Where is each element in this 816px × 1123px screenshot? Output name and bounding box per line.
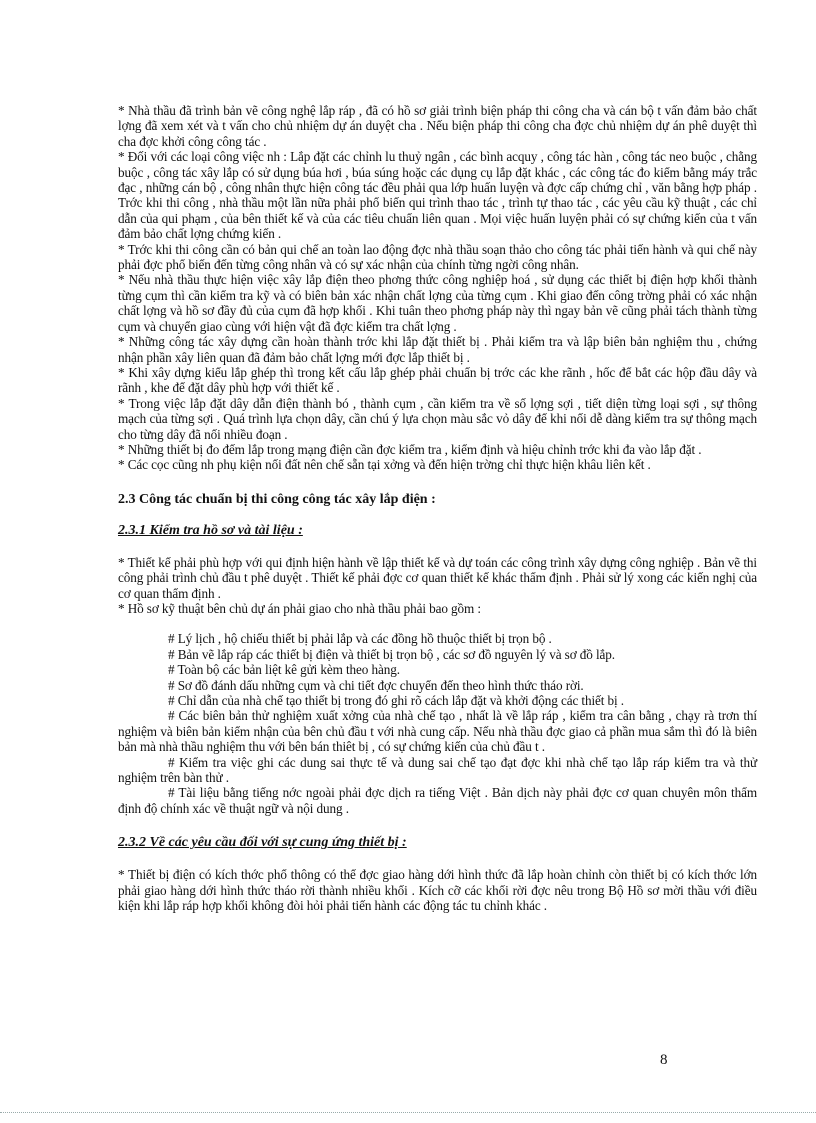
list-item-long: # Kiểm tra việc ghi các dung sai thực tế và dung sai chế tạo đạt đợc khi nhà chế tạo lắp ráp kiểm tra và thử nghiệm trên bàn thử . — [118, 754, 757, 786]
intro-paragraph-4: * Nếu nhà thầu thực hiện việc xây lắp điện theo phơng thức công nghiệp hoá , sử dụng các thiết bị điện hợp khối thành từng cụm thì cần kiểm tra kỹ và có biên bản xác nhận chất lợng của từng cụm . Khi giao đến công trờng phải có xác nhận chất lợng và hồ sơ đầy đủ của cụm đã hợp khối . Khi tuân theo phơng pháp này thì ngay bản vẽ cũng phải tách thành từng cụm và chuyển giao cùng với hiện vật đã đợc kiểm tra chất lợng . — [118, 272, 757, 334]
list-item: # Toàn bộ các bản liệt kê gửi kèm theo hàng. — [168, 662, 400, 678]
list-item: # Bản vẽ lắp ráp các thiết bị điện và thiết bị trọn bộ , các sơ đồ nguyên lý và sơ đồ lắp. — [168, 646, 615, 662]
list-item-long: # Các biên bản thử nghiệm xuất xởng của nhà chế tạo , nhất là về lắp ráp , kiểm tra cân bằng , chạy rà trơn thí nghiệm và biên bản kiểm nhận của bên chủ đầu t với nhà cung cấp. Nếu nhà thầu đợc giao cả phần mua sắm thì đó là biên bản mà nhà thầu nghiệm thu với bên bán thiêt bị , có sự chứng kiến của chủ đầu t . — [118, 708, 757, 755]
intro-paragraph-6: * Khi xây dựng kiểu lắp ghép thì trong kết cấu lắp ghép phải chuẩn bị trớc các khe rãnh , hốc để bắt các hộp đầu dây và rãnh , khe để đặt dây phù hợp với thiết kế . — [118, 364, 757, 396]
intro-paragraph-1: * Nhà thầu đã trình bản vẽ công nghệ lắp ráp , đã có hồ sơ giải trình biện pháp thi công cha và cán bộ t vấn đảm bảo chất lợng đã xem xét và t vấn cho chủ nhiệm dự án duyệt cha . Nếu biện pháp thi công cha đợc chủ nhiệm dự án phê duyệt thì cha đợc khởi công công tác . — [118, 103, 757, 149]
list-item-long: # Tài liệu bằng tiếng nớc ngoài phải đợc dịch ra tiếng Việt . Bản dịch này phải đợc cơ quan chuyên môn thẩm định độ chính xác về thuật ngữ và nội dung . — [118, 785, 757, 816]
subsection-heading-1: 2.3.1 Kiểm tra hồ sơ và tài liệu : — [118, 522, 303, 538]
page-content — [118, 103, 757, 913]
list-item: # Lý lịch , hộ chiếu thiết bị phải lắp và các đồng hồ thuộc thiết bị trọn bộ . — [168, 631, 552, 647]
intro-paragraph-5: * Những công tác xây dựng cần hoàn thành trớc khi lắp đặt thiết bị . Phải kiểm tra và lập biên bản nghiệm thu , chứng nhận phần xây liên quan đã đảm bảo chất lợng mới đợc lắp thiết bị . — [118, 334, 757, 365]
intro-paragraph-3: * Trớc khi thi công cần có bản qui chế an toàn lao động đợc nhà thầu soạn thảo cho công tác phải tiến hành và qui chế này phải đợc phổ biến đến từng công nhân và có sự xác nhận của chính từng ngời công nhân. — [118, 241, 757, 273]
intro-paragraph-8: * Những thiết bị đo đếm lắp trong mạng điện cần đợc kiểm tra , kiểm định và hiệu chỉnh trớc khi đa vào lắp đặt . — [118, 441, 702, 457]
subsection-heading-2: 2.3.2 Về các yêu cầu đối với sự cung ứng thiết bị : — [118, 835, 407, 851]
section-heading: 2.3 Công tác chuẩn bị thi công công tác xây lắp điện : — [118, 491, 436, 507]
intro-paragraph-9: * Các cọc cũng nh phụ kiện nối đất nên chế sẵn tại xởng và đến hiện trờng chỉ thực hiện khâu liên kết . — [118, 457, 651, 473]
intro-paragraph-7: * Trong việc lắp đặt dây dẫn điện thành bó , thành cụm , cần kiểm tra về số lợng sợi , tiết diện từng loại sợi , sự thông mạch của từng sợi . Quá trình lựa chọn dây, cần chú ý lựa chọn màu sắc vỏ dây để khi nối dễ dàng kiểm tra sự thông mạch cho từng dây đã nối nhiều đoạn . — [118, 395, 757, 442]
page-bottom-divider — [0, 1112, 816, 1113]
page-number: 8 — [660, 1052, 668, 1068]
sub1-paragraph-1: * Thiết kế phải phù hợp với qui định hiện hành về lập thiết kế và dự toán các công trình xây dựng công nghiệp . Bản vẽ thi công phải trình chủ đầu t phê duyệt . Thiết kế phải đợc cơ quan thiết kế khác thẩm định . Phải sử lý xong các kiến nghị của cơ quan thẩm định . — [118, 554, 757, 601]
intro-paragraph-2: * Đối với các loại công việc nh : Lắp đặt các chỉnh lu thuỷ ngân , các bình acquy , công tác hàn , công tác neo buộc , chằng buộc , công tác xây lắp có sử dụng búa hơi , búa súng hoặc các dụng cụ lắp đặt khác , các công tác đo kiểm bằng máy trắc đạc , những cán bộ , công nhân thực hiện công tác đều phải qua lớp huấn luyện và đợc cấp chứng chỉ , văn bằng hợp pháp . Trớc khi thi công , nhà thầu một lần nữa phải phổ biến qui trình thao tác , trình tự thao tác , các yêu cầu kỹ thuật , các chỉ dẫn của qui phạm , của bên thiết kế và của các tiêu chuẩn liên quan . Mọi việc huấn luyện phải có sự chứng kiến của t vấn đảm bảo chất lợng chứng kiến . — [118, 149, 757, 242]
sub2-paragraph: * Thiết bị điện có kích thớc phổ thông có thể đợc giao hàng dới hình thức đã lắp hoàn chỉnh còn thiết bị có kích thớc lớn phải giao hàng dới hình thức tháo rời thành nhiều khối . Kích cỡ các khối rời đợc nêu trong Bộ Hồ sơ mời thầu với điều kiện khi lắp ráp hợp khối không đòi hỏi phải tiến hành các động tác tu chỉnh khác . — [118, 867, 757, 914]
list-item: # Sơ đồ đánh dấu những cụm và chi tiết đợc chuyển đến theo hình thức tháo rời. — [168, 677, 584, 693]
sub1-paragraph-2: * Hồ sơ kỹ thuật bên chủ dự án phải giao cho nhà thầu phải bao gồm : — [118, 600, 481, 616]
list-item: # Chỉ dẫn của nhà chế tạo thiết bị trong đó ghi rõ cách lắp đặt và khởi động các thiết bị . — [168, 693, 625, 708]
